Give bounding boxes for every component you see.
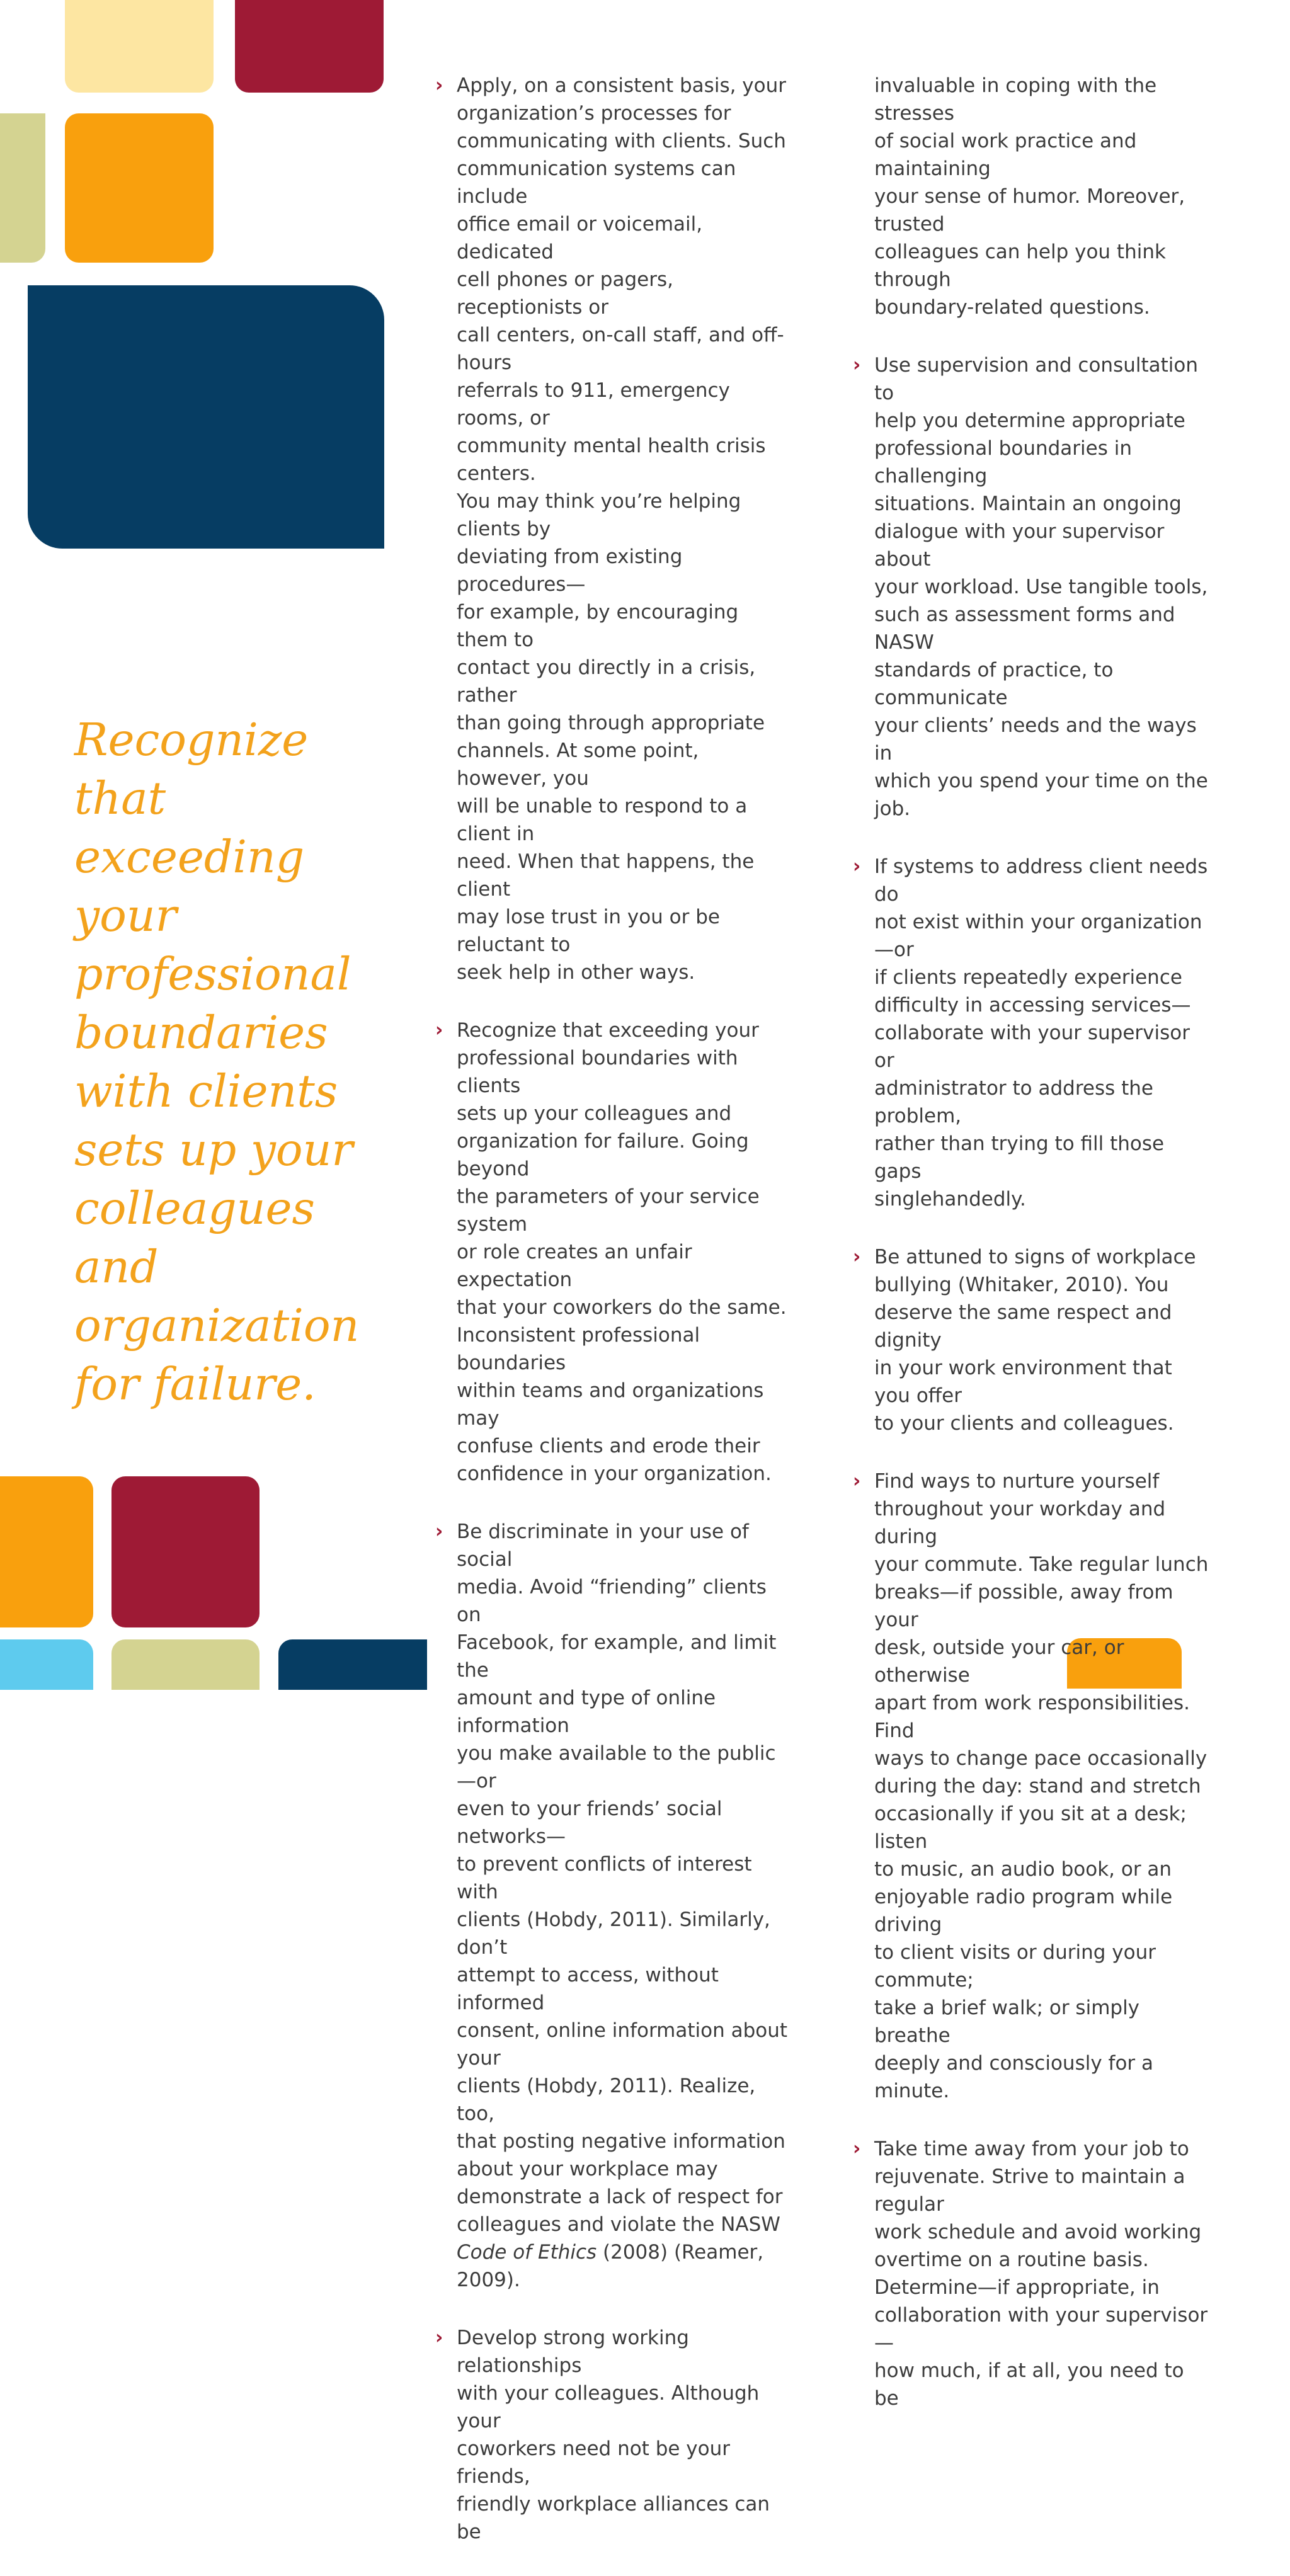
bullet-chevron-icon: › — [435, 2327, 443, 2349]
list-item-working-relationships — [435, 2324, 788, 2546]
decor-block-sage-left — [0, 113, 45, 263]
decor-block-navy-large — [28, 285, 384, 549]
bullet-chevron-icon: › — [435, 74, 443, 96]
pull-quote: Recognize that exceeding your professional boundaries with clients sets up your colleagues and organization for failure. — [74, 714, 360, 1410]
list-item-social-media — [435, 1518, 788, 2294]
decor-block-sage-bottom — [111, 1639, 260, 1690]
middle-column — [435, 72, 788, 2576]
right-column — [853, 72, 1212, 2442]
bullet-chevron-icon: › — [853, 855, 861, 877]
code-of-ethics-title: Code of Ethics — [457, 2241, 597, 2264]
decor-block-orange-bottom-left — [0, 1476, 93, 1627]
bullet-chevron-icon: › — [853, 1470, 861, 1492]
continued-text: invaluable in coping with the stresses of social work practice and maintaining your sense of humor. Moreover, trusted colleagues can help you think through boundary-related questions. — [874, 74, 1185, 319]
decor-block-orange-top — [65, 113, 214, 263]
bullet-chevron-icon: › — [853, 1246, 861, 1268]
list-item-text: Find ways to nurture yourself throughout your workday and during your commute. Take regular lunch breaks—if possible, away from your desk, outside your car, or otherwise apart from work responsibilities. Find ways to change pace occasionally during the day: stand and stretch occasionally if you sit at a desk; listen to music, an audio book, or an enjoyable radio program while driving to client visits or during your commute; take a brief walk; or simply breathe deeply and consciously for a minute. — [874, 1470, 1209, 2102]
list-item-text: Apply, on a consistent basis, your organization’s processes for communicating with clients. Such communication systems can include office email or voicemail, dedicated cell phones or pagers, receptionists or call centers, on-call staff, and off-hours referrals to 911, emergency rooms, or community mental health crisis centers. You may think you’re helping clients by deviating from existing procedures— for example, by encouraging them to contact you directly in a crisis, rather than going through appropriate channels. At some point, however, you will be unable to respond to a client in need. When that happens, the client may lose trust in you or be reluctant to seek help in other ways. — [457, 74, 787, 984]
continued-paragraph — [853, 72, 1212, 321]
decor-block-sky-blue — [0, 1639, 93, 1690]
list-item-supervision — [853, 351, 1212, 823]
decor-block-navy-bottom — [278, 1639, 427, 1690]
list-item-text-part: (2008) (Reamer, 2009). — [457, 2241, 764, 2291]
list-item-nurture-yourself — [853, 1468, 1212, 2105]
bullet-chevron-icon: › — [853, 354, 861, 376]
bullet-chevron-icon: › — [435, 1019, 443, 1041]
bullet-chevron-icon: › — [853, 2138, 861, 2160]
list-item-exceeding-boundaries — [435, 1017, 788, 1488]
list-item-text-part: Be discriminate in your use of social media. Avoid “friending” clients on Facebook, for example, and limit the amount and type of online information you make available to the public—or even to your friends’ social networks— to prevent conflicts of interest with clients (Hobdy, 2011). Similarly, don’t attempt to access, without informed consent, online information about your clients (Hobdy, 2011). Realize, too, that posting negative information about your workplace may demonstrate a lack of respect for colleagues and violate the NASW — [457, 1520, 788, 2236]
list-item-time-away — [853, 2135, 1212, 2412]
list-item-workplace-bullying — [853, 1243, 1212, 1437]
list-item-client-systems — [853, 853, 1212, 1213]
decor-block-crimson-bottom — [111, 1476, 260, 1627]
list-item-text: Use supervision and consultation to help you determine appropriate professional boundaries in challenging situations. Maintain an ongoing dialogue with your supervisor about your workload. Use tangible tools, such as assessment forms and NASW standards of practice, to communicate your clients’ needs and the ways in which you spend your time on the job. — [874, 354, 1208, 820]
bullet-chevron-icon: › — [435, 1520, 443, 1542]
list-item-text: Be attuned to signs of workplace bullying (Whitaker, 2010). You deserve the same respect and dignity in your work environment that you offer to your clients and colleagues. — [874, 1246, 1196, 1435]
list-item-text — [457, 1518, 788, 2294]
list-item-text: If systems to address client needs do not exist within your organization—or if clients repeatedly experience difficulty in accessing services— collaborate with your supervisor or administrator to address the problem, rather than trying to fill those gaps singlehandedly. — [874, 855, 1208, 1211]
list-item-text: Recognize that exceeding your professional boundaries with clients sets up your colleagues and organization for failure. Going beyond the parameters of your service system or role creates an unfair expectation that your coworkers do the same. Inconsistent professional boundaries within teams and organizations may confuse clients and erode their confidence in your organization. — [457, 1019, 787, 1485]
list-item-communication-processes — [435, 72, 788, 986]
list-item-text: Develop strong working relationships with your colleagues. Although your coworkers need not be your friends, friendly workplace alliances can be — [457, 2327, 770, 2543]
list-item-text: Take time away from your job to rejuvenate. Strive to maintain a regular work schedule and avoid working overtime on a routine basis. Determine—if appropriate, in collaboration with your supervisor— how much, if at all, you need to be — [874, 2138, 1208, 2410]
decor-block-crimson-top — [235, 0, 384, 93]
decor-block-light-yellow — [65, 0, 214, 93]
